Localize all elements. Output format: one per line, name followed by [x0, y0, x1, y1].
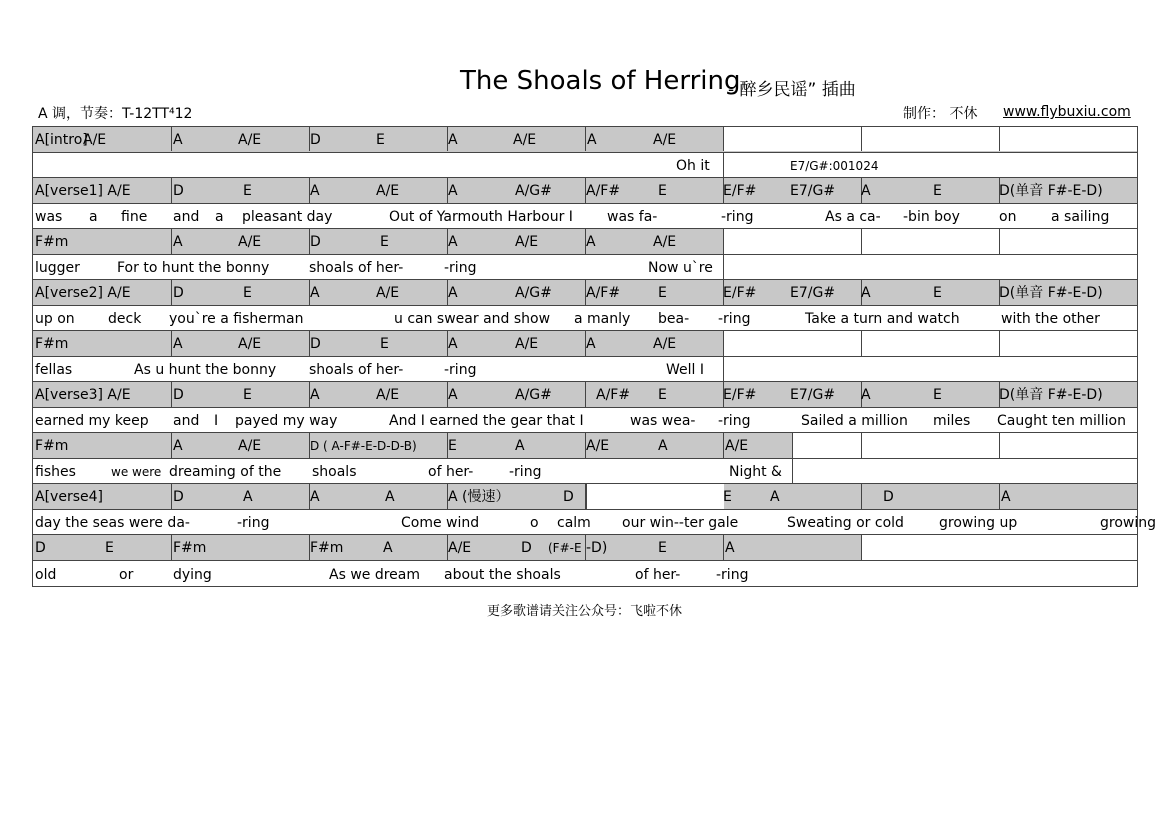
lyric-row: [33, 458, 1137, 483]
chord-label: A/G#: [515, 183, 552, 199]
chord-label: A/E: [83, 132, 107, 148]
chord-label: A/E: [653, 336, 677, 352]
lyric-row: [33, 407, 1137, 432]
lyric-row: [33, 305, 1137, 330]
chord-label: E: [243, 183, 252, 199]
chord-label: A/E: [515, 234, 539, 250]
empty-cell: [792, 433, 862, 458]
lyric-text: u can swear and show: [394, 311, 551, 327]
lyric-text: shoals of her-: [309, 362, 404, 378]
chord-label: A: [448, 132, 458, 148]
chord-label: E: [448, 438, 457, 454]
chord-label: E7/G#: [790, 183, 836, 199]
lyric-text: of her-: [635, 567, 681, 583]
column-divider: [171, 382, 172, 407]
chord-label: D: [310, 336, 321, 352]
lyric-row: [33, 203, 1137, 228]
chord-row: [33, 127, 1137, 152]
lyric-text: As a ca-: [825, 209, 881, 225]
chord-label: A: [586, 234, 596, 250]
column-divider: [723, 535, 724, 560]
column-divider: [171, 535, 172, 560]
chord-label: A: [861, 183, 871, 199]
chord-label: A/E: [238, 336, 262, 352]
empty-cell: [999, 229, 1137, 254]
chord-label: E: [723, 489, 732, 505]
chord-label: A/E: [515, 336, 539, 352]
column-divider: [171, 229, 172, 254]
chord-label: D: [883, 489, 894, 505]
chord-label: A/E: [376, 183, 400, 199]
chord-label: A/E: [586, 438, 610, 454]
chord-label: A: [243, 489, 253, 505]
chord-label: A/E: [725, 438, 749, 454]
lyric-text: E7/G#:001024: [790, 159, 879, 173]
chord-label: D: [563, 489, 574, 505]
title-row: [0, 66, 1169, 102]
lyric-text: deck: [108, 311, 142, 327]
lyric-text: miles: [933, 413, 971, 429]
chord-label: E: [933, 387, 942, 403]
lyric-text: Caught ten million: [997, 413, 1126, 429]
lyric-text: -ring: [718, 311, 751, 327]
lyric-text: shoals: [312, 464, 357, 480]
chord-label: A/E: [376, 387, 400, 403]
lyric-text: on: [999, 209, 1017, 225]
empty-cell: [999, 331, 1137, 356]
chord-label: A: [861, 285, 871, 301]
chord-label: A/E: [376, 285, 400, 301]
chord-label: F#m: [35, 438, 69, 454]
empty-cell: [723, 331, 861, 356]
lyric-text: payed my way: [235, 413, 338, 429]
chord-label: F#m: [173, 540, 207, 556]
lyric-text: our win--ter gale: [622, 515, 739, 531]
chord-label: D: [521, 540, 532, 556]
empty-cell: [861, 331, 999, 356]
chord-label: E: [380, 234, 389, 250]
lyric-text: of her-: [428, 464, 474, 480]
lyric-text: Take a turn and watch: [805, 311, 960, 327]
lyric-text: Night &: [729, 464, 782, 480]
column-divider: [171, 433, 172, 458]
chord-label: E: [376, 132, 385, 148]
empty-cell: [999, 433, 1137, 458]
chord-label: E: [658, 285, 667, 301]
chord-label: E: [243, 387, 252, 403]
chord-label: A/E: [448, 540, 472, 556]
chord-label: A: [310, 183, 320, 199]
chord-row: [33, 432, 1137, 458]
lyric-text: a: [89, 209, 98, 225]
chord-label: A/E: [238, 234, 262, 250]
chord-label: A: [310, 285, 320, 301]
lyric-text: was wea-: [630, 413, 696, 429]
chord-label: A: [173, 336, 183, 352]
lyric-text: Sweating or cold: [787, 515, 904, 531]
lyric-text: a manly: [574, 311, 631, 327]
lyric-row: [33, 560, 1137, 588]
chord-label: A[verse3] A/E: [35, 387, 131, 403]
column-divider: [585, 127, 586, 151]
lyric-text: a: [215, 209, 224, 225]
chord-label: E: [933, 285, 942, 301]
chord-label: E/F#: [723, 285, 757, 301]
chord-label: A: [861, 387, 871, 403]
chord-row: [33, 279, 1137, 305]
column-divider: [723, 153, 724, 177]
column-divider: [171, 484, 172, 509]
chord-label: A: [310, 489, 320, 505]
lyric-text: Come wind: [401, 515, 480, 531]
lyric-text: growing: [1100, 515, 1156, 531]
chord-label: A: [725, 540, 735, 556]
lyric-text: was fa-: [607, 209, 658, 225]
column-divider: [999, 484, 1000, 509]
chord-label: A/E: [653, 234, 677, 250]
credit: 制作： 不休: [903, 106, 978, 122]
lyric-text: dying: [173, 567, 212, 583]
chord-label: A (慢速）: [448, 489, 510, 505]
lyric-text: was: [35, 209, 63, 225]
chord-label: A: [310, 387, 320, 403]
chord-label: A: [383, 540, 393, 556]
lyric-text: pleasant day: [242, 209, 333, 225]
chord-label: -D): [586, 540, 608, 556]
lyric-text: As u hunt the bonny: [134, 362, 277, 378]
chord-label: E: [658, 183, 667, 199]
chord-label: D(单音 F#-E-D): [999, 183, 1103, 199]
lyric-text: fine: [121, 209, 148, 225]
chord-label: (F#-E: [548, 541, 582, 555]
lyric-text: Well I: [666, 362, 704, 378]
chord-label: E7/G#: [790, 285, 836, 301]
chord-label: A/F#: [596, 387, 631, 403]
lyric-text: Now u`re: [648, 260, 713, 276]
lyric-text: we were: [111, 465, 162, 479]
empty-cell: [723, 127, 861, 151]
column-divider: [723, 433, 724, 458]
lyric-text: -ring: [509, 464, 542, 480]
song-subtitle: - 醉乡民谣” 插曲: [728, 80, 856, 100]
lyric-text: and: [173, 209, 200, 225]
lyric-text: And I earned the gear that I: [389, 413, 584, 429]
lyric-text: earned my keep: [35, 413, 149, 429]
lyric-text: up on: [35, 311, 75, 327]
column-divider: [171, 178, 172, 203]
column-divider: [723, 357, 724, 381]
lyric-text: -ring: [716, 567, 749, 583]
lyric-text: fellas: [35, 362, 73, 378]
chord-label: A: [173, 132, 183, 148]
lyric-text: I: [214, 413, 219, 429]
lyric-text: shoals of her-: [309, 260, 404, 276]
empty-cell: [861, 433, 999, 458]
key-info: A 调，节奏：T-12TT⁴12: [38, 106, 193, 122]
lyric-text: dreaming of the: [169, 464, 282, 480]
chord-label: A: [448, 234, 458, 250]
lyric-text: -ring: [237, 515, 270, 531]
chord-label: E: [658, 540, 667, 556]
song-title: The Shoals of Herring: [460, 66, 741, 96]
chord-label: A: [448, 387, 458, 403]
lyric-text: o: [530, 515, 539, 531]
chord-row: [33, 483, 1137, 509]
column-divider: [585, 382, 586, 407]
column-divider: [861, 484, 862, 509]
empty-cell: [723, 229, 861, 254]
chord-label: F#m: [310, 540, 344, 556]
chord-row: [33, 177, 1137, 203]
lyric-text: about the shoals: [444, 567, 561, 583]
lyric-text: or: [119, 567, 134, 583]
empty-cell: [999, 127, 1137, 151]
chord-label: E/F#: [723, 183, 757, 199]
column-divider: [171, 280, 172, 305]
chord-label: A: [448, 336, 458, 352]
chord-label: D: [173, 183, 184, 199]
lyric-text: As we dream: [329, 567, 420, 583]
chord-label: D: [173, 387, 184, 403]
empty-cell: [861, 127, 999, 151]
chord-label: A/E: [653, 132, 677, 148]
chord-label: E: [105, 540, 114, 556]
chord-label: A/F#: [586, 183, 621, 199]
chord-label: A[verse1] A/E: [35, 183, 131, 199]
chord-label: A: [173, 438, 183, 454]
lyric-text: -ring: [718, 413, 751, 429]
lyric-text: day the seas were da-: [35, 515, 190, 531]
column-divider: [171, 331, 172, 356]
column-divider: [723, 255, 724, 279]
chord-label: F#m: [35, 336, 69, 352]
chord-label: D(单音 F#-E-D): [999, 387, 1103, 403]
lyric-text: old: [35, 567, 57, 583]
chord-label: A/E: [238, 438, 262, 454]
footer-note: 更多歌谱请关注公众号：飞啦不休: [486, 604, 682, 619]
lyric-text: -ring: [721, 209, 754, 225]
chord-label: E7/G#: [790, 387, 836, 403]
chord-label: A: [1001, 489, 1011, 505]
empty-cell: [861, 535, 1137, 560]
chord-label: A: [515, 438, 525, 454]
chord-label: D(单音 F#-E-D): [999, 285, 1103, 301]
chord-label: E: [658, 387, 667, 403]
lyric-text: growing up: [939, 515, 1018, 531]
lyric-text: with the other: [1001, 311, 1100, 327]
lyric-row: [33, 152, 1137, 177]
chord-label: E: [380, 336, 389, 352]
chord-label: D: [310, 132, 321, 148]
chord-label: A/G#: [515, 387, 552, 403]
chord-label: A: [770, 489, 780, 505]
website-link[interactable]: www.flybuxiu.com: [1003, 104, 1131, 120]
chord-label: D ( A-F#-E-D-D-B): [310, 439, 417, 453]
chord-label: D: [35, 540, 46, 556]
lyric-text: Sailed a million: [801, 413, 908, 429]
chord-label: A: [173, 234, 183, 250]
lyric-text: Oh it: [676, 158, 710, 174]
lyric-text: -ring: [444, 362, 477, 378]
chord-label: A[verse2] A/E: [35, 285, 131, 301]
chord-label: A[verse4]: [35, 489, 103, 505]
chord-label: A[intro]: [35, 132, 88, 148]
chord-label: D: [310, 234, 321, 250]
column-divider: [171, 127, 172, 151]
chord-label: A/E: [238, 132, 262, 148]
lyric-text: -bin boy: [903, 209, 960, 225]
chord-label: A/F#: [586, 285, 621, 301]
lyric-text: fishes: [35, 464, 76, 480]
chord-label: F#m: [35, 234, 69, 250]
lyric-text: a sailing: [1051, 209, 1110, 225]
lyric-text: lugger: [35, 260, 80, 276]
empty-cell: [586, 484, 724, 509]
column-divider: [792, 459, 793, 483]
chord-label: D: [173, 489, 184, 505]
lyric-text: and: [173, 413, 200, 429]
lyric-text: you`re a fisherman: [169, 311, 304, 327]
lyric-text: -ring: [444, 260, 477, 276]
chord-row: [33, 228, 1137, 254]
lyric-text: calm: [557, 515, 591, 531]
lyric-row: [33, 356, 1137, 381]
chord-label: D: [173, 285, 184, 301]
chord-label: E/F#: [723, 387, 757, 403]
chord-label: E: [243, 285, 252, 301]
chord-row: [33, 330, 1137, 356]
lyric-row: [33, 254, 1137, 279]
chord-sheet-table: [32, 126, 1156, 587]
chord-label: A: [448, 183, 458, 199]
lyric-text: bea-: [658, 311, 690, 327]
lyric-text: Out of Yarmouth Harbour I: [389, 209, 573, 225]
chord-label: E: [933, 183, 942, 199]
chord-label: A/G#: [515, 285, 552, 301]
chord-label: A: [586, 336, 596, 352]
chord-row: [33, 534, 1137, 560]
chord-label: A/E: [513, 132, 537, 148]
chord-label: A: [587, 132, 597, 148]
lyric-row: [33, 509, 1156, 534]
chord-label: A: [658, 438, 668, 454]
chord-label: A: [385, 489, 395, 505]
chord-label: A: [448, 285, 458, 301]
lyric-text: For to hunt the bonny: [117, 260, 270, 276]
chord-row: [33, 381, 1137, 407]
empty-cell: [861, 229, 999, 254]
